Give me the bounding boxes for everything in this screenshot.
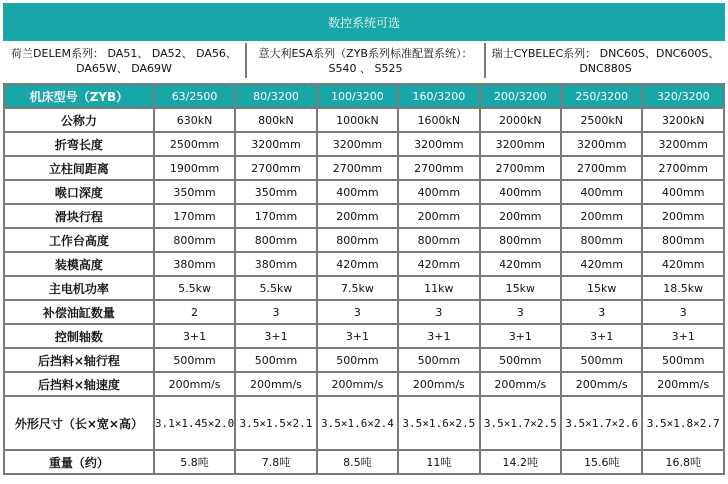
row-value: 8.5吨 <box>318 451 397 473</box>
header-model: 160/3200 <box>399 85 478 107</box>
table-row <box>5 229 723 251</box>
row-value: 3.5×1.5×2.1 <box>236 397 315 449</box>
row-label: 主电机功率 <box>5 277 153 299</box>
row-label: 外形尺寸（长×宽×高） <box>5 397 153 449</box>
row-value: 15.6吨 <box>562 451 641 473</box>
system-delem <box>3 43 245 78</box>
row-value: 200mm/s <box>562 373 641 395</box>
row-value: 3200kN <box>643 109 723 131</box>
table-row <box>5 301 723 323</box>
row-label: 喉口深度 <box>5 181 153 203</box>
row-label: 补偿油缸数量 <box>5 301 153 323</box>
row-value: 170mm <box>236 205 315 227</box>
row-value: 3.1×1.45×2.0 <box>155 397 234 449</box>
row-value: 420mm <box>481 253 560 275</box>
row-value: 3.5×1.8×2.7 <box>643 397 723 449</box>
header-model: 80/3200 <box>236 85 315 107</box>
row-value: 2700mm <box>562 157 641 179</box>
row-label: 后挡料×轴速度 <box>5 373 153 395</box>
row-value: 3+1 <box>236 325 315 347</box>
row-label: 装模高度 <box>5 253 153 275</box>
row-value: 500mm <box>236 349 315 371</box>
row-value: 200mm <box>643 205 723 227</box>
row-value: 14.2吨 <box>481 451 560 473</box>
system-esa-line2: S540 、 S525 <box>328 61 403 75</box>
row-value: 380mm <box>236 253 315 275</box>
row-value: 420mm <box>318 253 397 275</box>
row-value: 3 <box>643 301 723 323</box>
row-value: 3+1 <box>481 325 560 347</box>
header-label: 机床型号（ZYB） <box>5 85 153 107</box>
row-value: 2500kN <box>562 109 641 131</box>
table-row <box>5 277 723 299</box>
row-value: 2700mm <box>236 157 315 179</box>
row-value: 3200mm <box>643 133 723 155</box>
row-value: 800mm <box>643 229 723 251</box>
row-label: 工作台高度 <box>5 229 153 251</box>
row-value: 15kw <box>562 277 641 299</box>
table-row <box>5 451 723 473</box>
row-value: 3200mm <box>399 133 478 155</box>
row-value: 3200mm <box>562 133 641 155</box>
row-value: 3+1 <box>643 325 723 347</box>
system-delem-line1: 荷兰DELEM系列： DA51、 DA52、 DA56、 <box>11 46 237 60</box>
row-value: 3200mm <box>481 133 560 155</box>
table-row <box>5 133 723 155</box>
row-value: 200mm/s <box>399 373 478 395</box>
row-value: 400mm <box>643 181 723 203</box>
row-value: 3 <box>481 301 560 323</box>
table-row <box>5 373 723 395</box>
row-value: 400mm <box>399 181 478 203</box>
row-value: 7.5kw <box>318 277 397 299</box>
table-row <box>5 181 723 203</box>
row-value: 3.5×1.6×2.4 <box>318 397 397 449</box>
table-row <box>5 205 723 227</box>
row-value: 3+1 <box>318 325 397 347</box>
row-label: 滑块行程 <box>5 205 153 227</box>
row-label: 后挡料×轴行程 <box>5 349 153 371</box>
header-model: 100/3200 <box>318 85 397 107</box>
row-value: 350mm <box>155 181 234 203</box>
row-value: 2700mm <box>399 157 478 179</box>
row-value: 200mm <box>562 205 641 227</box>
row-value: 5.8吨 <box>155 451 234 473</box>
table-header-row <box>5 85 723 107</box>
row-value: 11kw <box>399 277 478 299</box>
row-label: 立柱间距离 <box>5 157 153 179</box>
row-value: 3.5×1.7×2.5 <box>481 397 560 449</box>
row-value: 1900mm <box>155 157 234 179</box>
row-value: 200mm <box>318 205 397 227</box>
row-value: 15kw <box>481 277 560 299</box>
row-value: 2700mm <box>481 157 560 179</box>
system-esa-line1: 意大利ESA系列（ZYB系列标准配置系统）： <box>258 46 473 60</box>
row-value: 400mm <box>562 181 641 203</box>
row-value: 350mm <box>236 181 315 203</box>
system-delem-line2: DA65W、 DA69W <box>76 61 172 75</box>
row-value: 3200mm <box>318 133 397 155</box>
row-value: 800kN <box>236 109 315 131</box>
row-label: 折弯长度 <box>5 133 153 155</box>
row-value: 1000kN <box>318 109 397 131</box>
system-cybelec-line2: DNC880S <box>579 61 632 75</box>
row-value: 400mm <box>318 181 397 203</box>
row-value: 5.5kw <box>236 277 315 299</box>
row-value: 420mm <box>643 253 723 275</box>
table-row <box>5 253 723 275</box>
row-value: 3+1 <box>562 325 641 347</box>
row-value: 800mm <box>155 229 234 251</box>
row-value: 170mm <box>155 205 234 227</box>
row-value: 500mm <box>562 349 641 371</box>
row-value: 18.5kw <box>643 277 723 299</box>
row-value: 3.5×1.7×2.6 <box>562 397 641 449</box>
row-value: 200mm <box>399 205 478 227</box>
row-value: 16.8吨 <box>643 451 723 473</box>
table-row <box>5 397 723 449</box>
row-value: 2500mm <box>155 133 234 155</box>
row-label: 控制轴数 <box>5 325 153 347</box>
system-cybelec <box>486 43 725 78</box>
table-row <box>5 325 723 347</box>
system-esa <box>247 43 484 78</box>
row-label: 重量（约） <box>5 451 153 473</box>
row-value: 500mm <box>399 349 478 371</box>
row-value: 200mm <box>481 205 560 227</box>
row-value: 11吨 <box>399 451 478 473</box>
row-value: 800mm <box>562 229 641 251</box>
table-row <box>5 157 723 179</box>
header-model: 63/2500 <box>155 85 234 107</box>
row-value: 200mm/s <box>318 373 397 395</box>
row-value: 5.5kw <box>155 277 234 299</box>
spec-table <box>3 83 725 475</box>
row-value: 500mm <box>155 349 234 371</box>
row-value: 3 <box>236 301 315 323</box>
row-value: 630kN <box>155 109 234 131</box>
row-value: 380mm <box>155 253 234 275</box>
row-value: 800mm <box>481 229 560 251</box>
row-value: 420mm <box>399 253 478 275</box>
row-value: 2700mm <box>643 157 723 179</box>
header-model: 250/3200 <box>562 85 641 107</box>
row-value: 200mm/s <box>236 373 315 395</box>
page-title: 数控系统可选 <box>3 3 725 41</box>
row-value: 3+1 <box>399 325 478 347</box>
row-value: 800mm <box>399 229 478 251</box>
row-value: 1600kN <box>399 109 478 131</box>
header-model: 200/3200 <box>481 85 560 107</box>
system-cybelec-line1: 瑞士CYBELEC系列： DNC60S、DNC600S、 <box>491 46 720 60</box>
row-value: 500mm <box>643 349 723 371</box>
row-value: 500mm <box>318 349 397 371</box>
row-value: 3200mm <box>236 133 315 155</box>
row-value: 500mm <box>481 349 560 371</box>
row-value: 800mm <box>236 229 315 251</box>
row-value: 2 <box>155 301 234 323</box>
row-value: 7.8吨 <box>236 451 315 473</box>
table-row <box>5 109 723 131</box>
row-value: 800mm <box>318 229 397 251</box>
row-value: 200mm/s <box>481 373 560 395</box>
row-value: 3 <box>562 301 641 323</box>
row-value: 2000kN <box>481 109 560 131</box>
row-value: 200mm/s <box>155 373 234 395</box>
row-value: 420mm <box>562 253 641 275</box>
row-value: 3.5×1.6×2.5 <box>399 397 478 449</box>
row-value: 3+1 <box>155 325 234 347</box>
cnc-systems-row <box>3 43 725 78</box>
row-value: 200mm/s <box>643 373 723 395</box>
table-row <box>5 349 723 371</box>
row-value: 3 <box>318 301 397 323</box>
row-value: 400mm <box>481 181 560 203</box>
row-value: 2700mm <box>318 157 397 179</box>
header-model: 320/3200 <box>643 85 723 107</box>
row-value: 3 <box>399 301 478 323</box>
row-label: 公称力 <box>5 109 153 131</box>
